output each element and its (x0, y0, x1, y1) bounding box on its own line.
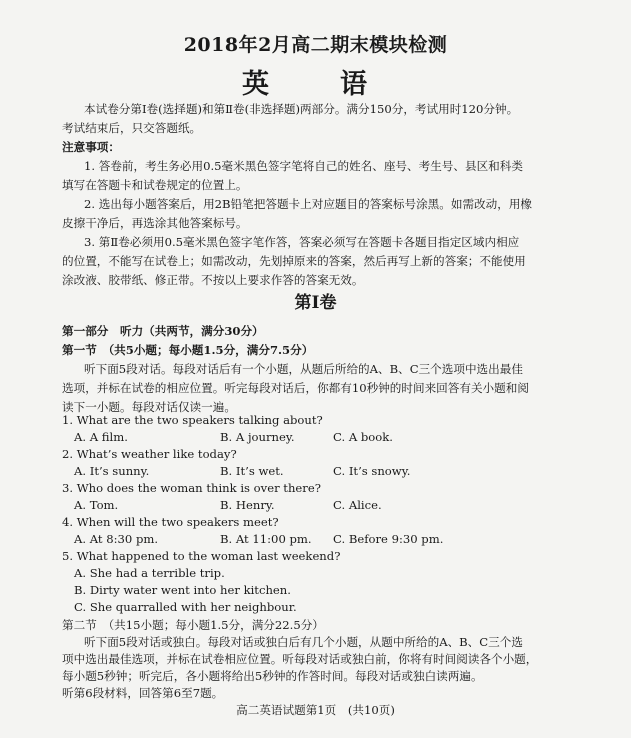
question-3-option-b: B. Henry. (220, 498, 275, 512)
note-3-line-2: 的位置，不能写在试卷上；如需改动，先划掉原来的答案，然后再写上新的答案；不能使用 (62, 254, 526, 268)
section-2-instructions-line-2: 项中选出最佳选项，并标在试卷相应位置。听每段对话或独白前，你将有时间阅读各个小题， (62, 652, 538, 666)
question-3-option-c: C. Alice. (333, 498, 382, 512)
note-3-line-3: 涂改液、胶带纸、修正带。不按以上要求作答的答案无效。 (62, 273, 364, 287)
section-1-instructions-line-3: 读下一小题。每段对话仅读一遍。 (62, 400, 236, 414)
question-2-option-a: A. It’s sunny. (74, 464, 150, 478)
note-2-line-2: 皮擦干净后，再选涂其他答案标号。 (62, 216, 248, 230)
section-2-instructions-line-4: 听第6段材料，回答第6至7题。 (62, 686, 224, 700)
part-1-heading: 第一部分 听力（共两节，满分30分） (62, 324, 264, 338)
question-4-option-c: C. Before 9:30 pm. (333, 532, 444, 546)
section-1-instructions-line-2: 选项，并标在试卷的相应位置。听完每段对话后，你都有10秒钟的时间来回答有关小题和阅 (62, 381, 529, 395)
note-2-line-1: 2. 选出每小题答案后，用2B铅笔把答题卡上对应题目的答案标号涂黑。如需改动，用橡 (84, 197, 533, 211)
question-1: 1. What are the two speakers talking about? (62, 413, 323, 427)
question-5-option-c: C. She quarralled with her neighbour. (74, 600, 297, 614)
notes-heading: 注意事项： (62, 140, 120, 154)
question-5: 5. What happened to the woman last weekend? (62, 549, 341, 563)
note-1-line-1: 1. 答卷前，考生务必用0.5毫米黑色签字笔将自己的姓名、座号、考生号、县区和科类 (84, 159, 523, 173)
section-2-instructions-line-1: 听下面5段对话或独白。每段对话或独白后有几个小题，从题中所给的A、B、C三个选 (84, 635, 523, 649)
question-2: 2. What’s weather like today? (62, 447, 237, 461)
question-1-option-c: C. A book. (333, 430, 393, 444)
exam-title: 2018年2月高二期末模块检测 (183, 34, 448, 56)
question-4-option-b: B. At 11:00 pm. (220, 532, 312, 546)
question-5-option-a: A. She had a terrible trip. (74, 566, 225, 580)
note-3-line-1: 3. 第Ⅱ卷必须用0.5毫米黑色签字笔作答，答案必须写在答题卡各题目指定区域内相应 (84, 235, 520, 249)
section-1-instructions-line-1: 听下面5段对话。每段对话后有一个小题，从题后所给的A、B、C三个选项中选出最佳 (84, 362, 523, 376)
subject-heading: 英 语 (242, 69, 389, 100)
question-1-option-a: A. A film. (74, 430, 128, 444)
question-1-option-b: B. A journey. (220, 430, 295, 444)
question-4: 4. When will the two speakers meet? (62, 515, 279, 529)
question-2-option-c: C. It’s snowy. (333, 464, 411, 478)
question-3-option-a: A. Tom. (74, 498, 119, 512)
intro-line-1: 本试卷分第Ⅰ卷(选择题)和第Ⅱ卷(非选择题)两部分。满分150分，考试用时120分钟。 (84, 102, 519, 116)
section-1-heading: 第一节 （共5小题；每小题1.5分，满分7.5分） (62, 343, 314, 357)
section-2-instructions-line-3: 每小题5秒钟；听完后，各小题将给出5秒钟的作答时间。每段对话或独白读两遍。 (62, 669, 483, 683)
question-2-option-b: B. It’s wet. (220, 464, 284, 478)
note-1-line-2: 填写在答题卡和试卷规定的位置上。 (62, 178, 248, 192)
page-footer: 高二英语试题第1页 (共10页) (236, 703, 395, 717)
volume-heading: 第Ⅰ卷 (294, 293, 337, 313)
intro-line-2: 考试结束后，只交答题纸。 (62, 121, 202, 135)
question-3: 3. Who does the woman think is over there? (62, 481, 321, 495)
section-2-heading: 第二节 （共15小题；每小题1.5分，满分22.5分） (62, 618, 324, 632)
question-4-option-a: A. At 8:30 pm. (74, 532, 159, 546)
question-5-option-b: B. Dirty water went into her kitchen. (74, 583, 291, 597)
